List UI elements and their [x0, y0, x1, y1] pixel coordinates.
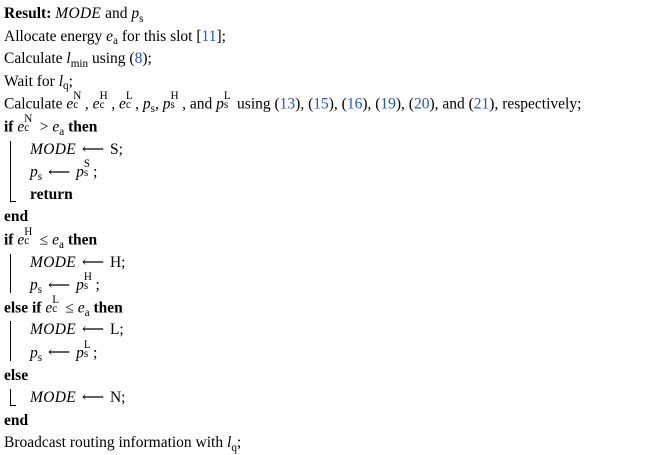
- algorithm-block: [4, 3, 650, 455]
- algo-line: [4, 387, 650, 410]
- sep: ), (: [362, 95, 381, 113]
- e-sub: a: [84, 306, 90, 319]
- subsup: [223, 90, 233, 112]
- e-sub: a: [113, 35, 118, 48]
- text: ;: [236, 434, 242, 452]
- sub-s: s: [83, 280, 89, 293]
- sep: ), (: [328, 95, 347, 113]
- text: Wait for: [4, 72, 59, 90]
- le-op: ≤: [61, 299, 78, 317]
- equation-link[interactable]: 19: [380, 95, 396, 113]
- assign-arrow: ⟵: [81, 253, 105, 271]
- algo-result-line: [4, 3, 650, 26]
- equation-link[interactable]: 16: [346, 95, 363, 113]
- p-sub: s: [37, 171, 43, 184]
- subsup: [99, 90, 112, 112]
- sep: ), (: [395, 95, 414, 113]
- subsup: [125, 90, 135, 112]
- le-op: ≤: [35, 231, 53, 249]
- sep: ), and (: [429, 95, 474, 113]
- and-word: , and: [182, 95, 217, 113]
- text: ];: [216, 27, 226, 45]
- p-var: p: [76, 163, 84, 181]
- result-label: Result:: [4, 5, 52, 22]
- text: for this slot [: [118, 27, 202, 45]
- algo-line: [4, 157, 650, 184]
- sub-s: s: [223, 99, 229, 112]
- subsup: [73, 90, 85, 112]
- value: H;: [109, 253, 126, 271]
- sub-s: s: [83, 347, 89, 360]
- p-var: p: [76, 344, 84, 362]
- if-2-body: [4, 252, 650, 297]
- sup-L: L: [83, 338, 91, 351]
- value: N;: [109, 389, 126, 407]
- equation-link[interactable]: 21: [473, 95, 490, 113]
- text: Broadcast routing information with: [4, 434, 227, 452]
- semicolon: ;: [95, 276, 100, 294]
- text: );: [142, 50, 152, 68]
- kw-else: else: [4, 366, 29, 384]
- p-sub: s: [150, 103, 155, 116]
- kw-end: end: [4, 208, 29, 226]
- e-var: e: [52, 118, 60, 136]
- e-sub: a: [59, 126, 65, 139]
- e-var: e: [118, 95, 126, 113]
- p-sub: s: [37, 284, 43, 297]
- subsup: [83, 270, 96, 293]
- algo-else: [4, 365, 650, 388]
- kw-then: then: [93, 299, 123, 317]
- l-var: l: [227, 434, 232, 452]
- e-var: e: [17, 231, 25, 249]
- sup-L: L: [125, 90, 133, 103]
- mode-var: MODE: [30, 253, 76, 271]
- e-var: e: [17, 118, 25, 136]
- text: ), respectively;: [489, 95, 582, 113]
- text: Calculate: [4, 50, 67, 68]
- sep: ), (: [295, 95, 314, 113]
- subsup: [83, 157, 93, 180]
- algo-line-allocate: [4, 26, 650, 49]
- comma: ,: [135, 95, 143, 113]
- algo-line: [4, 338, 650, 365]
- p-var: p: [30, 163, 38, 181]
- sup-N: N: [24, 112, 33, 125]
- p-var: p: [30, 344, 38, 362]
- l-var: l: [58, 72, 64, 90]
- sub-c: c: [125, 99, 131, 112]
- gt-op: >: [35, 118, 53, 136]
- p-sub: s: [139, 12, 144, 25]
- p-var: p: [216, 95, 224, 113]
- equation-link[interactable]: 13: [279, 95, 296, 113]
- sup-S: S: [83, 157, 91, 170]
- sub-s: s: [83, 167, 89, 180]
- assign-arrow: ⟵: [47, 344, 71, 362]
- algo-line: [4, 184, 650, 207]
- text: using (: [88, 50, 135, 68]
- sub-c: c: [24, 121, 30, 134]
- sub-c: c: [73, 99, 79, 112]
- e-sub: a: [59, 239, 64, 251]
- text: Allocate energy: [4, 27, 107, 45]
- e-var: e: [77, 299, 85, 317]
- value: S;: [109, 140, 123, 158]
- l-sub: q: [231, 441, 237, 454]
- p-var: p: [131, 5, 140, 22]
- e-var: e: [92, 95, 100, 113]
- kw-end: end: [4, 411, 29, 429]
- mode-var: MODE: [55, 5, 102, 22]
- sub-c: c: [24, 234, 30, 247]
- semicolon: ;: [93, 344, 98, 362]
- kw-else-if: else if: [4, 299, 42, 317]
- p-var: p: [76, 276, 84, 294]
- sub-c: c: [52, 302, 58, 315]
- if-1-body: [4, 139, 650, 207]
- algo-line-calc-all: [4, 90, 650, 116]
- citation-link[interactable]: 11: [201, 27, 217, 45]
- l-sub: min: [70, 57, 89, 70]
- algo-line-broadcast: [4, 432, 650, 455]
- kw-then: then: [68, 118, 98, 136]
- else-if-body: [4, 319, 650, 364]
- algo-if-1: [4, 112, 650, 139]
- assign-arrow: ⟵: [81, 389, 105, 407]
- p-sub: s: [37, 351, 43, 364]
- algo-line: [4, 319, 650, 342]
- subsup: [83, 338, 93, 360]
- text: using (: [233, 95, 280, 113]
- equation-link[interactable]: 15: [313, 95, 329, 113]
- p-var: p: [162, 95, 171, 113]
- sup-H: H: [170, 90, 179, 103]
- sup-N: N: [73, 90, 82, 103]
- assign-arrow: ⟵: [47, 276, 71, 294]
- algo-end: [4, 206, 650, 229]
- semicolon: ;: [93, 163, 98, 181]
- sup-H: H: [24, 225, 33, 238]
- equation-link[interactable]: 20: [413, 95, 430, 113]
- mode-var: MODE: [30, 321, 76, 339]
- algo-if-2: [4, 225, 650, 252]
- sup-L: L: [52, 293, 60, 306]
- sup-L: L: [223, 90, 231, 103]
- sup-H: H: [99, 90, 108, 103]
- subsup: [52, 293, 61, 315]
- comma: ,: [84, 95, 93, 113]
- value: L;: [109, 321, 124, 339]
- subsup: [24, 112, 36, 134]
- algo-end: [4, 410, 650, 433]
- algo-line: [4, 139, 650, 162]
- kw-return: return: [30, 185, 73, 203]
- equation-link[interactable]: 8: [134, 50, 143, 68]
- assign-arrow: ⟵: [81, 140, 105, 158]
- p-var: p: [30, 276, 38, 294]
- e-var: e: [106, 27, 114, 45]
- e-var: e: [52, 231, 60, 249]
- p-var: p: [142, 95, 151, 113]
- sub-s: s: [170, 99, 175, 112]
- comma: ,: [111, 95, 119, 113]
- assign-arrow: ⟵: [47, 163, 71, 181]
- subsup: [170, 90, 182, 112]
- l-sub: q: [63, 80, 69, 93]
- mode-var: MODE: [30, 389, 76, 407]
- e-var: e: [66, 95, 74, 113]
- text: Calculate: [4, 95, 67, 113]
- algo-line: [4, 270, 650, 297]
- kw-if: if: [4, 231, 14, 249]
- and-word: and: [105, 5, 128, 22]
- comma: ,: [154, 95, 163, 113]
- kw-then: then: [67, 231, 98, 249]
- sub-c: c: [99, 99, 105, 112]
- subsup: [24, 225, 36, 247]
- kw-if: if: [4, 118, 14, 136]
- algo-line: [4, 252, 650, 275]
- text: ;: [68, 72, 73, 90]
- else-body: [4, 387, 650, 410]
- algo-line-calc-lmin: [4, 48, 650, 71]
- sup-H: H: [83, 270, 92, 283]
- e-var: e: [45, 299, 53, 317]
- l-var: l: [66, 50, 71, 68]
- assign-arrow: ⟵: [81, 321, 105, 339]
- algo-else-if: [4, 293, 650, 320]
- mode-var: MODE: [30, 140, 76, 158]
